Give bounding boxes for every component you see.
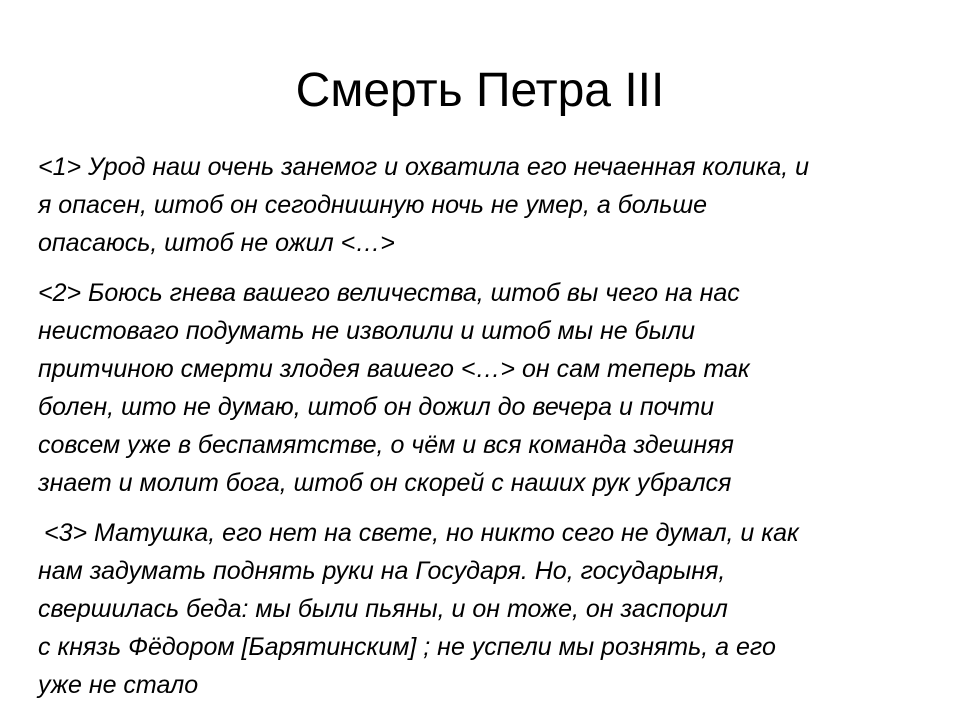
paragraph-1 <box>38 148 928 262</box>
paragraph-line: совсем уже в беспамятстве, о чём и вся команда здешняя <box>38 431 734 459</box>
paragraph-line: <1> Урод наш очень занемог и охватила его нечаенная колика, и <box>38 153 810 181</box>
paragraph-line: опасаюсь, штоб не ожил <…> <box>38 229 395 257</box>
paragraph-line: <2> Боюсь гнева вашего величества, штоб вы чего на нас <box>38 279 740 307</box>
paragraph-line: знает и молит бога, штоб он скорей с наших рук убрался <box>38 469 732 497</box>
paragraph-3 <box>38 514 928 704</box>
paragraph-line: притчиною смерти злодея вашего <…> он сам теперь так <box>38 355 750 383</box>
paragraph-line: болен, што не думаю, штоб он дожил до вечера и почти <box>38 393 715 421</box>
paragraph-line: свершилась беда: мы были пьяны, и он тоже, он заспорил <box>38 595 728 623</box>
slide-body <box>38 148 928 716</box>
paragraph-line: уже не стало <box>38 671 199 699</box>
paragraph-line: с князь Фёдором [Барятинским] ; не успели мы рознять, а его <box>38 633 776 661</box>
paragraph-line: нам задумать поднять руки на Государя. Но, государыня, <box>38 557 726 585</box>
paragraph-line: неистоваго подумать не изволили и штоб мы не были <box>38 317 696 345</box>
paragraph-line: я опасен, штоб он сегоднишную ночь не умер, а больше <box>38 191 708 219</box>
paragraph-2 <box>38 274 928 502</box>
paragraph-line: <3> Матушка, его нет на свете, но никто сего не думал, и как <box>44 519 799 547</box>
slide-title: Смерть Петра III <box>295 64 665 117</box>
